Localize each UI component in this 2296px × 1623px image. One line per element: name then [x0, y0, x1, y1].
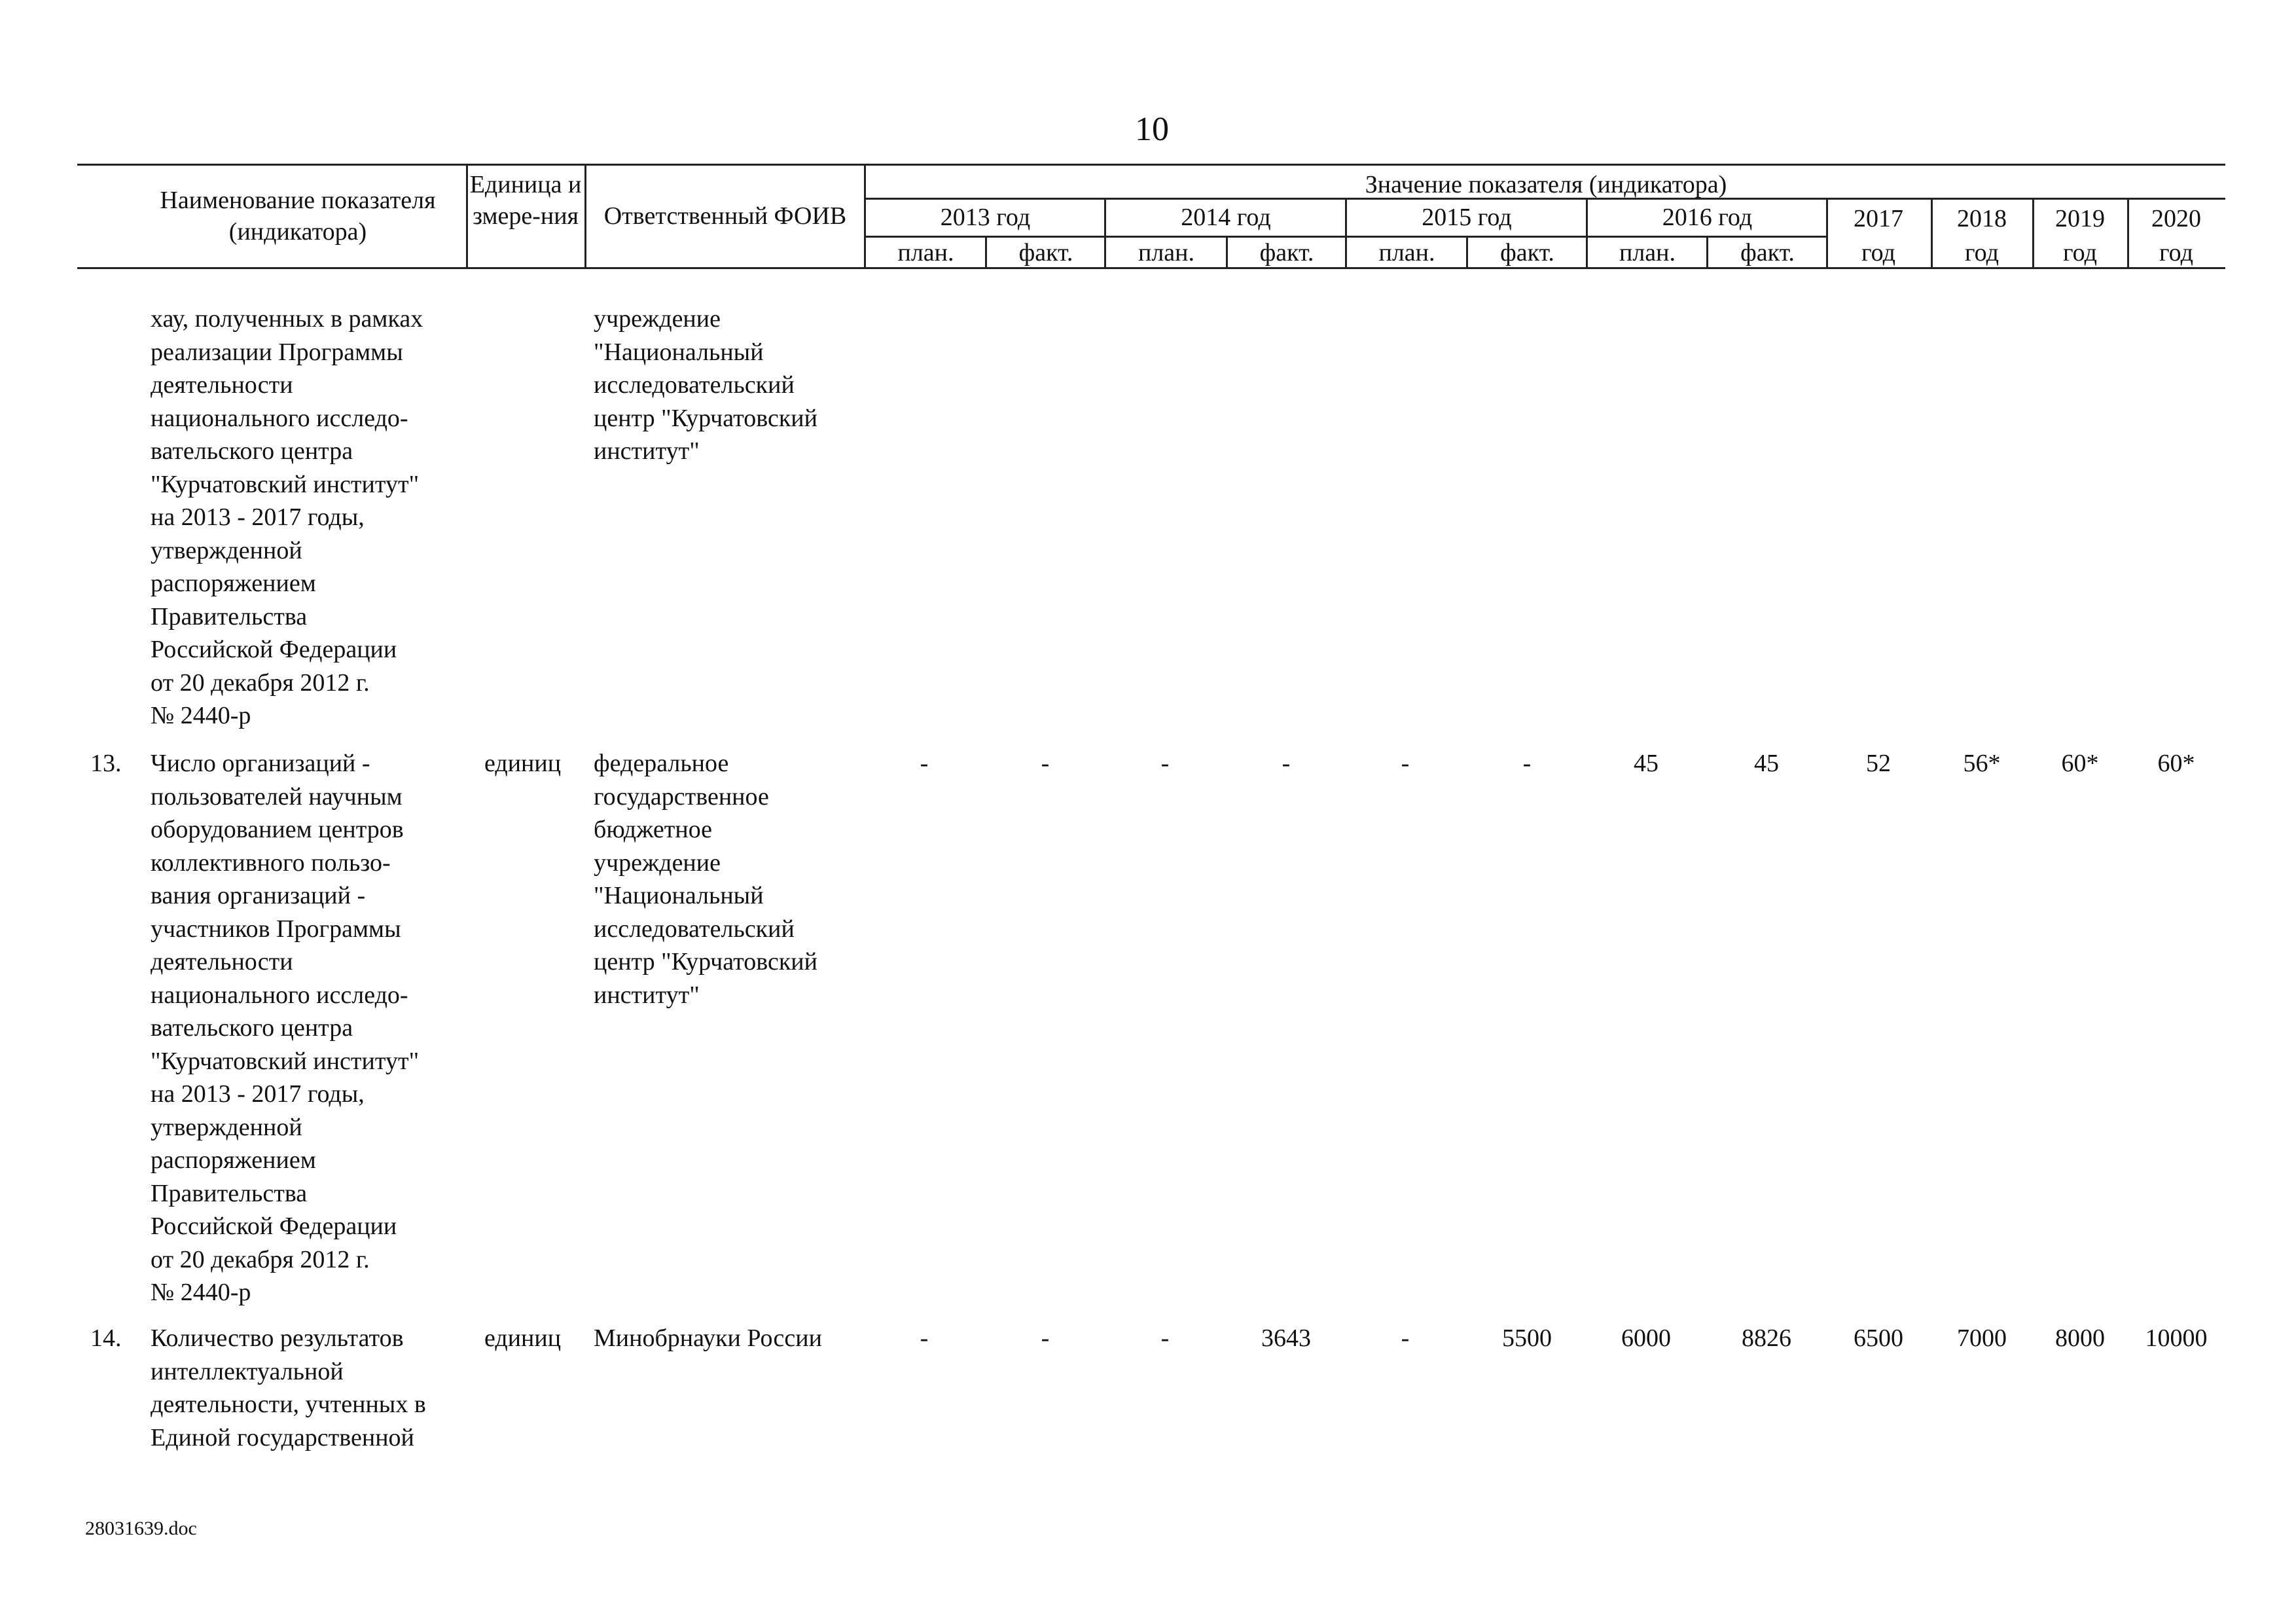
- row-13-2013-fact: -: [1041, 750, 1050, 777]
- row-13-name: Число организаций - пользователей научным оборудованием центров коллективного пользо- вания организаций - участников Программы деятельности национального исследо- вательского центра "Курчатовский институт" на 2013 - 2017 годы, утвержденной распоряжением Правительства Российской Федерации от 20 декабря 2012 г. № 2440-р: [151, 750, 420, 1306]
- col-divider-2016-fact: [1706, 236, 1708, 268]
- row-14-foiv: Минобрнауки России: [594, 1324, 822, 1352]
- row-13-2015-plan: -: [1401, 750, 1410, 777]
- header-year-2015: 2015 год: [1422, 204, 1512, 231]
- row-14-2016-fact: 8826: [1742, 1324, 1791, 1352]
- col-divider-2014: [1104, 198, 1106, 268]
- header-2015-fact: факт.: [1500, 239, 1554, 266]
- row-13-2016-plan: 45: [1634, 750, 1659, 777]
- row-1-foiv: учреждение "Национальный исследовательский центр "Курчатовский институт": [594, 305, 817, 465]
- row-13-2016-fact: 45: [1754, 750, 1779, 777]
- row-14-2020: 10000: [2145, 1324, 2208, 1352]
- row-14-2016-plan: 6000: [1621, 1324, 1671, 1352]
- row-14-2015-plan: -: [1401, 1324, 1410, 1352]
- document-footer: 28031639.doc: [85, 1518, 197, 1539]
- header-name-col: Наименование показателя (индикатора): [160, 187, 436, 246]
- col-divider-2018: [1931, 198, 1933, 268]
- header-2013-plan: план.: [897, 239, 954, 266]
- col-divider-2020: [2127, 198, 2129, 268]
- row-13-2020: 60*: [2157, 750, 2195, 777]
- row-13-2017: 52: [1866, 750, 1891, 777]
- header-2016-plan: план.: [1619, 239, 1676, 266]
- row-14-2015-fact: 5500: [1502, 1324, 1552, 1352]
- header-foiv-col: Ответственный ФОИВ: [603, 202, 847, 230]
- header-2015-plan: план.: [1378, 239, 1435, 266]
- row-14-name: Количество результатов интеллектуальной деятельности, учтенных в Единой государственной: [151, 1324, 426, 1451]
- header-year-2020: 2020 год: [2151, 205, 2201, 266]
- header-value-group: Значение показателя (индикатора): [1365, 171, 1727, 198]
- header-year-2019: 2019 год: [2055, 205, 2105, 266]
- col-divider-2017: [1826, 198, 1828, 268]
- row-14-2013-plan: -: [920, 1324, 929, 1352]
- row-13-2014-plan: -: [1160, 750, 1170, 777]
- col-divider-2019: [2032, 198, 2034, 268]
- col-divider-2014-fact: [1226, 236, 1228, 268]
- row-13-2014-fact: -: [1282, 750, 1291, 777]
- header-2014-fact: факт.: [1259, 239, 1314, 266]
- header-year-2016: 2016 год: [1662, 204, 1753, 231]
- row-14-2013-fact: -: [1041, 1324, 1050, 1352]
- row-14-2019: 8000: [2055, 1324, 2105, 1352]
- header-year-2013: 2013 год: [940, 204, 1031, 231]
- row-13-2015-fact: -: [1522, 750, 1532, 777]
- row-13-foiv: федеральное государственное бюджетное учреждение "Национальный исследовательский центр "Курчатовский институт": [594, 750, 817, 1009]
- header-2013-fact: факт.: [1018, 239, 1073, 266]
- table-top-border: [77, 164, 2225, 166]
- row-14-2017: 6500: [1854, 1324, 1903, 1352]
- header-year-2017: 2017 год: [1854, 205, 1903, 266]
- header-unit-col: Единица измере-ния: [469, 171, 582, 230]
- header-year-2018: 2018 год: [1957, 205, 2007, 266]
- row-14-2014-plan: -: [1160, 1324, 1170, 1352]
- row-14-unit: единиц: [484, 1324, 562, 1352]
- col-divider-2016: [1586, 198, 1588, 268]
- row-14-2014-fact: 3643: [1261, 1324, 1311, 1352]
- header-2016-fact: факт.: [1740, 239, 1795, 266]
- header-2014-plan: план.: [1138, 239, 1194, 266]
- col-divider-2015: [1345, 198, 1347, 268]
- header-year-2014: 2014 год: [1181, 204, 1271, 231]
- row-13-number: 13.: [90, 750, 122, 777]
- col-divider-2015-fact: [1466, 236, 1468, 268]
- row-13-2019: 60*: [2061, 750, 2099, 777]
- row-13-2018: 56*: [1963, 750, 2001, 777]
- row-13-unit: единиц: [484, 750, 562, 777]
- page-number: 10: [1135, 111, 1169, 148]
- col-divider-values: [864, 164, 866, 268]
- row-1-name: хау, полученных в рамках реализации Программы деятельности национального исследо- вательского центра "Курчатовский институт" на 2013 - 2017 годы, утвержденной распоряжением Правительства Российской Федерации от 20 декабря 2012 г. № 2440-р: [151, 305, 423, 729]
- row-14-2018: 7000: [1957, 1324, 2007, 1352]
- col-divider-2013-fact: [985, 236, 987, 268]
- row-14-number: 14.: [90, 1324, 122, 1352]
- col-divider-foiv: [584, 164, 586, 268]
- row-13-2013-plan: -: [920, 750, 929, 777]
- col-divider-unit: [466, 164, 468, 268]
